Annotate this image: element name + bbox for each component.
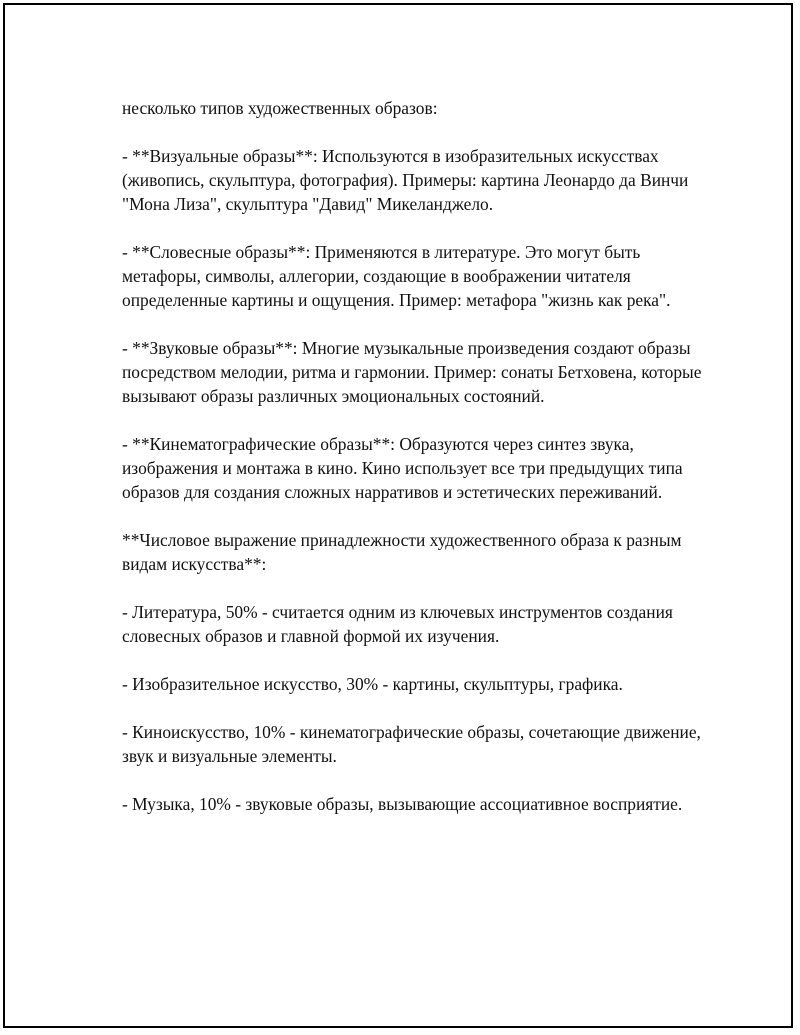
sound-images-item: - **Звуковые образы**: Многие музыкальные произведения создают образы посредством мелодии, ритма и гармонии. Пример: сонаты Бетховена, которые вызывают образы различных эмоциональных состояний. [122, 338, 702, 406]
document-body [122, 96, 702, 840]
cinema-share-item: - Киноискусство, 10% - кинематографические образы, сочетающие движение, звук и визуальные элементы. [122, 722, 701, 766]
fine-art-share-item: - Изобразительное искусство, 30% - картины, скульптуры, графика. [122, 674, 623, 694]
intro-line: несколько типов художественных образов: [122, 98, 438, 118]
cinematic-images-item: - **Кинематографические образы**: Образуются через синтез звука, изображения и монтажа в кино. Кино использует все три предыдущих типа образов для создания сложных нарративов и эстетических переживаний. [122, 434, 683, 502]
page-frame [3, 3, 793, 1028]
numeric-section-heading: **Числовое выражение принадлежности художественного образа к разным видам искусства**: [122, 530, 682, 574]
visual-images-item: - **Визуальные образы**: Используются в изобразительных искусствах (живопись, скульптура, фотография). Примеры: картина Леонардо да Винчи "Мона Лиза", скульптура "Давид" Микеланджело. [122, 146, 689, 214]
verbal-images-item: - **Словесные образы**: Применяются в литературе. Это могут быть метафоры, символы, аллегории, создающие в воображении читателя определенные картины и ощущения. Пример: метафора "жизнь как река". [122, 242, 671, 310]
literature-share-item: - Литература, 50% - считается одним из ключевых инструментов создания словесных образов и главной формой их изучения. [122, 602, 673, 646]
music-share-item: - Музыка, 10% - звуковые образы, вызывающие ассоциативное восприятие. [122, 794, 683, 814]
